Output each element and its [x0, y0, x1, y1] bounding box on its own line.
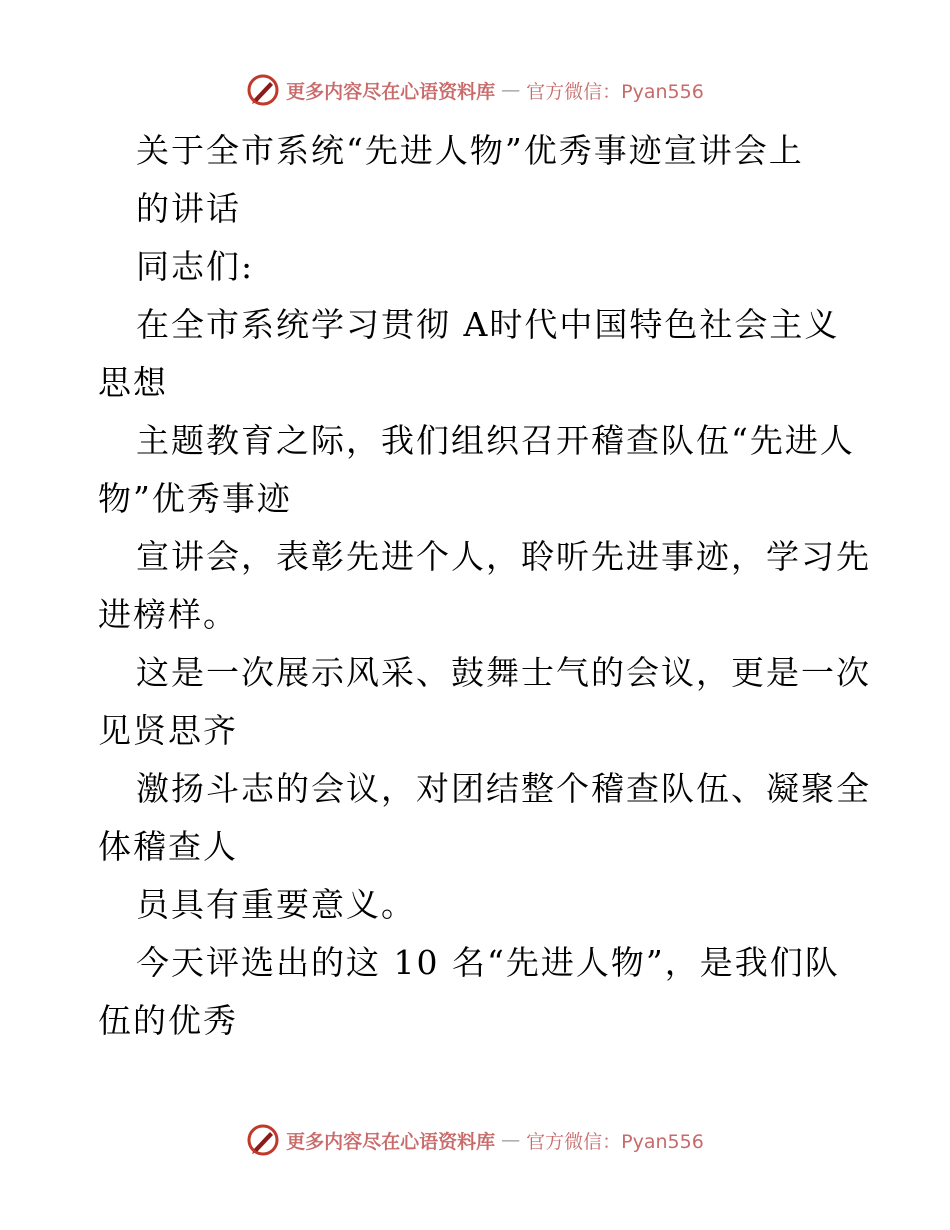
text-line: 员具有重要意义。	[136, 885, 416, 924]
text-line: 物”优秀事迹	[98, 479, 292, 518]
text-line: 伍的优秀	[98, 1001, 238, 1040]
pen-logo-icon	[246, 73, 280, 107]
text-line: 见贤思齐	[98, 711, 238, 750]
text-line: 体稽查人	[98, 827, 238, 866]
watermark-group	[246, 73, 704, 107]
watermark-dash: —	[501, 1129, 521, 1151]
pen-logo-icon	[246, 1123, 280, 1157]
watermark-group	[246, 1123, 704, 1157]
watermark-wechat-text: 官方微信：Pyan556	[526, 80, 704, 103]
watermark-main-text: 更多内容尽在心语资料库	[286, 1130, 496, 1153]
text-line: 关于全市系统“先进人物”优秀事迹宣讲会上	[136, 131, 804, 170]
watermark-dash: —	[501, 79, 521, 101]
header-watermark	[0, 70, 950, 110]
text-line: 激扬斗志的会议，对团结整个稽查队伍、凝聚全	[136, 769, 871, 808]
document-body	[98, 122, 871, 1050]
footer-watermark	[0, 1120, 950, 1160]
text-line: 思想	[98, 363, 168, 402]
text-line: 进榜样。	[98, 595, 238, 634]
watermark-main-text: 更多内容尽在心语资料库	[286, 80, 496, 103]
text-line: 宣讲会，表彰先进个人，聆听先进事迹，学习先	[136, 537, 871, 576]
text-line: 今天评选出的这 10 名“先进人物”，是我们队	[136, 943, 840, 982]
text-line: 在全市系统学习贯彻 A时代中国特色社会主义	[136, 305, 840, 344]
text-line: 这是一次展示风采、鼓舞士气的会议，更是一次	[136, 653, 871, 692]
watermark-wechat-text: 官方微信：Pyan556	[526, 1130, 704, 1153]
text-line: 同志们:	[136, 247, 255, 286]
text-line: 主题教育之际，我们组织召开稽查队伍“先进人	[136, 421, 855, 460]
text-line: 的讲话	[136, 189, 241, 228]
